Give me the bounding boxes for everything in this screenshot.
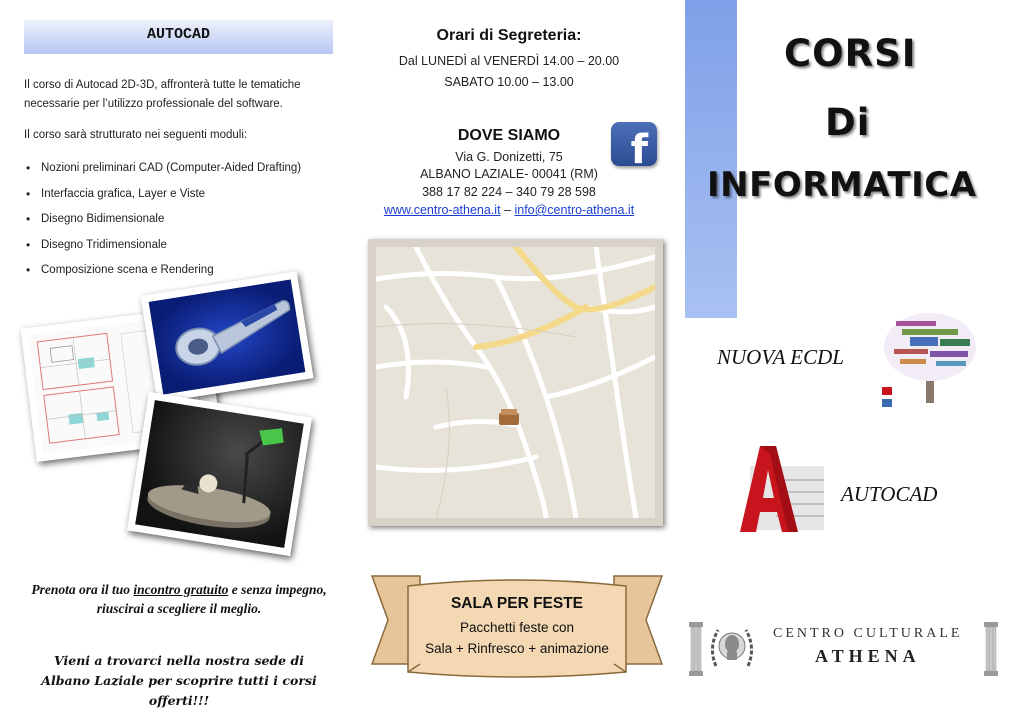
banner-line-2: Sala + Rinfresco + animazione <box>425 641 609 656</box>
promo-text: Prenota ora il tuo incontro gratuito e senza impegno, riuscirai a scegliere il meglio. <box>31 582 327 616</box>
column-icon <box>984 622 998 676</box>
course-intro: Il corso di Autocad 2D-3D, affronterà tutte le tematiche necessarie per l’utilizzo professionale del software. <box>24 79 301 110</box>
autocad-logo-icon <box>736 440 826 537</box>
location-map[interactable] <box>368 239 663 526</box>
banner-line-1: Pacchetti feste con <box>459 620 575 635</box>
brand-line-1: CENTRO CULTURALE <box>773 626 963 641</box>
facebook-icon[interactable]: f <box>611 122 657 166</box>
autocad-header: AUTOCAD <box>24 20 333 54</box>
title-line-3: INFORMATICA <box>707 165 977 205</box>
hours-saturday: SABATO 10.00 – 13.00 <box>444 75 574 89</box>
course-ecdl: NUOVA ECDL <box>717 345 844 369</box>
brand-line-2: ATHENA <box>815 646 921 666</box>
course-autocad: AUTOCAD <box>841 482 938 506</box>
hours-weekdays: Dal LUNEDÌ al VENERDÌ 14.00 – 20.00 <box>398 54 620 68</box>
module-list <box>24 156 324 284</box>
email-link[interactable]: info@centro-athena.it <box>514 203 635 217</box>
list-item: • Interfaccia grafica, Layer e Viste <box>24 182 324 208</box>
list-item: • Disegno Bidimensionale <box>24 207 324 233</box>
list-item: • Composizione scena e Rendering <box>24 258 324 284</box>
lamp-render <box>135 400 304 548</box>
accent-bar <box>685 0 737 318</box>
lamp-render-photo <box>127 392 312 556</box>
party-hall-banner <box>368 568 666 684</box>
list-item: • Disegno Tridimensionale <box>24 233 324 259</box>
ecdl-word-cloud-icon <box>880 307 980 411</box>
laurel-portrait-icon <box>708 622 756 674</box>
column-icon <box>689 622 703 676</box>
where-title: DOVE SIAMO <box>457 127 561 144</box>
address-city: ALBANO LAZIALE- 00041 (RM) <box>420 167 598 181</box>
website-link[interactable]: www.centro-athena.it <box>383 203 501 217</box>
address-street: Via G. Donizetti, 75 <box>455 150 563 164</box>
list-item: • Nozioni preliminari CAD (Computer-Aided Drafting) <box>24 156 324 182</box>
contact-links: www.centro-athena.it – info@centro-athena.it <box>383 203 635 217</box>
wrench-render <box>149 279 306 394</box>
map-streets <box>376 247 655 518</box>
modules-intro: Il corso sarà strutturato nei seguenti moduli: <box>24 129 248 141</box>
visit-text: Vieni a trovarci nella nostra sede di Albano Laziale per scoprire tutti i corsi offerti!!! <box>41 653 317 708</box>
title-line-1: CORSI <box>784 32 917 75</box>
phone-numbers: 388 17 82 224 – 340 79 28 598 <box>422 185 596 199</box>
free-meeting-link: incontro gratuito <box>133 582 229 597</box>
wrench-render-photo <box>141 271 314 402</box>
hours-title: Orari di Segreteria: <box>436 27 582 44</box>
banner-title: SALA PER FESTE <box>450 595 584 612</box>
title-line-2: Di <box>825 101 871 144</box>
map-marker <box>499 409 519 425</box>
